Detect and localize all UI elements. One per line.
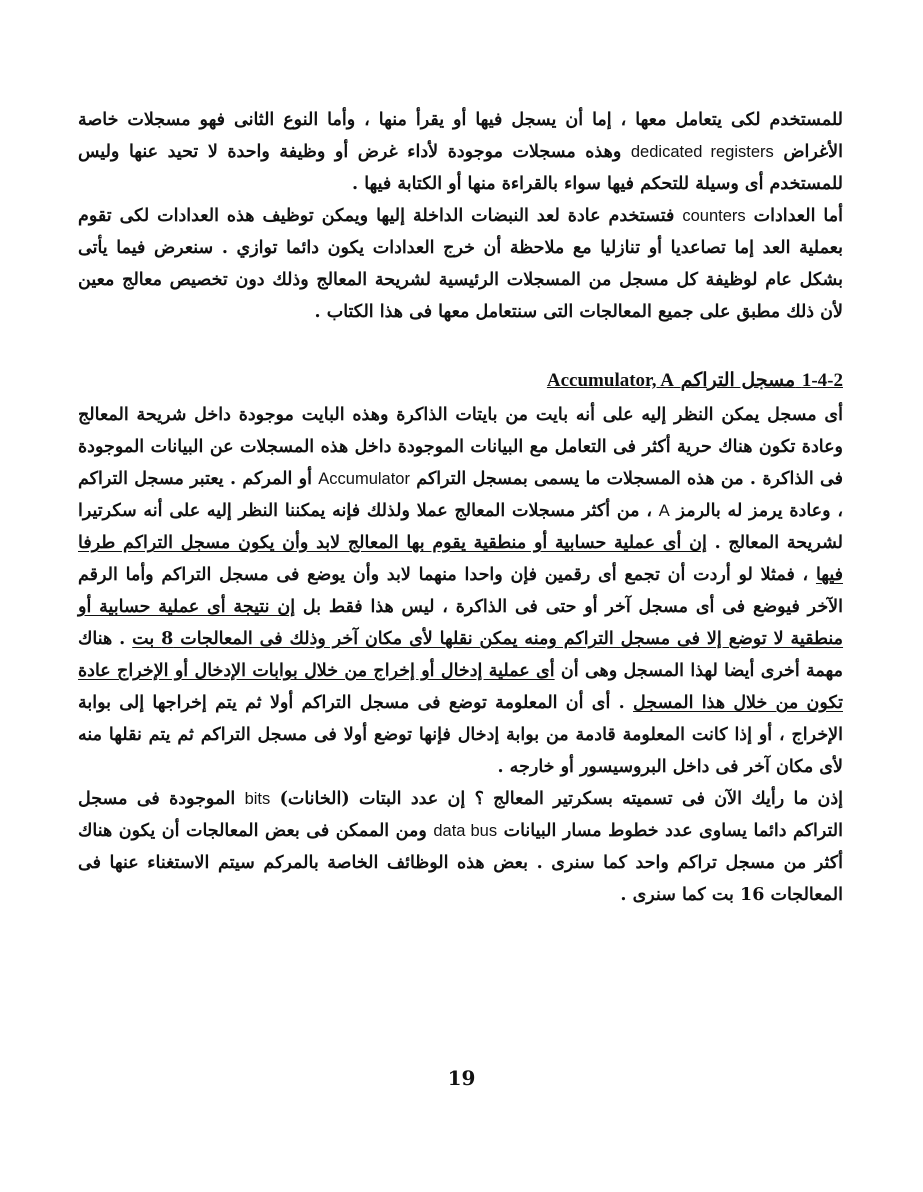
paragraph-dedicated-registers bbox=[78, 104, 843, 200]
text-run: أى مسجل يمكن النظر إليه على أنه بايت من بايتات الذاكرة وهذه البايت موجودة داخل شريحة المعالج وعادة تكون هناك حرية أكثر فى التعامل مع البيانات الموجودة داخل هذه المسجلات عن البيانات الموجودة فى الذاكرة . من هذه المسجلات ما يسمى بمسجل التراكم bbox=[78, 405, 843, 489]
text-run: . أى أن المعلومة توضع فى مسجل التراكم أولا ثم يتم إخراجها إلى بوابة الإخراج ، أو إذا كانت المعلومة قادمة من بوابة إدخال فإنها توضع أولا فى مسجل التراكم ثم يتم نقلها منه لأى مكان آخر فى داخل البروسيسور أو خارجه . bbox=[78, 693, 843, 777]
text-run: ومن الممكن فى بعض المعالجات أن يكون هناك أكثر من مسجل تراكم واحد كما سنرى . بعض هذه الوظائف الخاصة بالمركم سيتم الاستغناء عنها فى المعالجات 16 بت كما سنرى . bbox=[78, 821, 843, 905]
underlined-statement: أى عملية إدخال أو إخراج من خلال بوابات الإدخال أو الإخراج عادة تكون من خلال هذا المسجل bbox=[78, 661, 843, 713]
term-data-bus: data bus bbox=[433, 822, 498, 840]
text-run: فتستخدم عادة لعد النبضات الداخلة إليها ويمكن توظيف هذه العدادات لكى تقوم بعملية العد إما تصاعديا أو تنازليا مع ملاحظة أن خرج العدادات يكون دائما توازي . سنعرض فيما يأتى بشكل عام لوظيفة كل مسجل من المسجلات الرئيسية لشريحة المعالج وذلك دون تخصيص معالج معين لأن ذلك مطبق على جميع المعالجات التى سنتعامل معها فى هذا الكتاب . bbox=[78, 206, 843, 322]
text-run: ، من أكثر مسجلات المعالج عملا ولذلك فإنه يمكننا النظر إليه على أنه سكرتيرا لشريحة المعالج . bbox=[78, 501, 844, 553]
term-bits: bits bbox=[244, 790, 271, 808]
paragraph-accumulator bbox=[78, 399, 843, 783]
section-number: 1-4-2 bbox=[801, 370, 843, 391]
text-run: الموجودة فى مسجل التراكم دائما يساوى عدد خطوط مسار البيانات bbox=[78, 789, 843, 841]
term-dedicated-registers: dedicated registers bbox=[630, 143, 774, 161]
text-run: إذن ما رأيك الآن فى تسميته بسكرتير المعالج ؟ إن عدد البتات (الخانات) bbox=[270, 789, 844, 809]
accumulator-section bbox=[78, 364, 843, 911]
text-run: أو المركم . يعتبر مسجل التراكم ، وعادة يرمز له بالرمز bbox=[78, 469, 843, 521]
paragraph-bits bbox=[78, 783, 843, 911]
text-run: ، فمثلا لو أردت أن تجمع أى رقمين فإن واحدا منهما لابد وأن يوضع فى مسجل التراكم وأما الرقم الآخر فيوضع فى أى مسجل آخر أو حتى فى الذاكرة ، ليس هذا فقط بل bbox=[78, 565, 843, 617]
underlined-statement: إن أى عملية حسابية أو منطقية يقوم بها المعالج لابد وأن يكون مسجل التراكم طرفا فيها bbox=[78, 533, 843, 585]
text-run: وهذه مسجلات موجودة لأداء غرض أو وظيفة واحدة لا تحيد عنها وليس للمستخدم أى وسيلة للتحكم فيها سواء بالقراءة منها أو الكتابة فيها . bbox=[78, 142, 843, 194]
paragraph-counters bbox=[78, 200, 843, 328]
section-title-en: Accumulator, A bbox=[546, 370, 674, 391]
underlined-statement: إن نتيجة أى عملية حسابية أو منطقية لا توضع إلا فى مسجل التراكم ومنه يمكن نقلها لأى مكان آخر وذلك فى المعالجات 8 بت bbox=[78, 597, 844, 649]
text-run: أما العدادات bbox=[745, 206, 843, 226]
intro-text bbox=[78, 104, 843, 328]
term-counters: counters bbox=[682, 207, 746, 225]
term-accumulator: Accumulator bbox=[318, 470, 410, 488]
section-heading bbox=[78, 364, 843, 397]
text-run: . هناك مهمة أخرى أيضا لهذا المسجل وهى أن bbox=[78, 629, 843, 681]
section-title-ar: مسجل التراكم bbox=[680, 369, 796, 391]
text-run: للمستخدم لكى يتعامل معها ، إما أن يسجل فيها أو يقرأ منها ، وأما النوع الثانى فهو مسجلات خاصة الأغراض bbox=[78, 110, 843, 162]
term-a: A bbox=[658, 502, 670, 520]
page-number: 19 bbox=[447, 1066, 476, 1090]
